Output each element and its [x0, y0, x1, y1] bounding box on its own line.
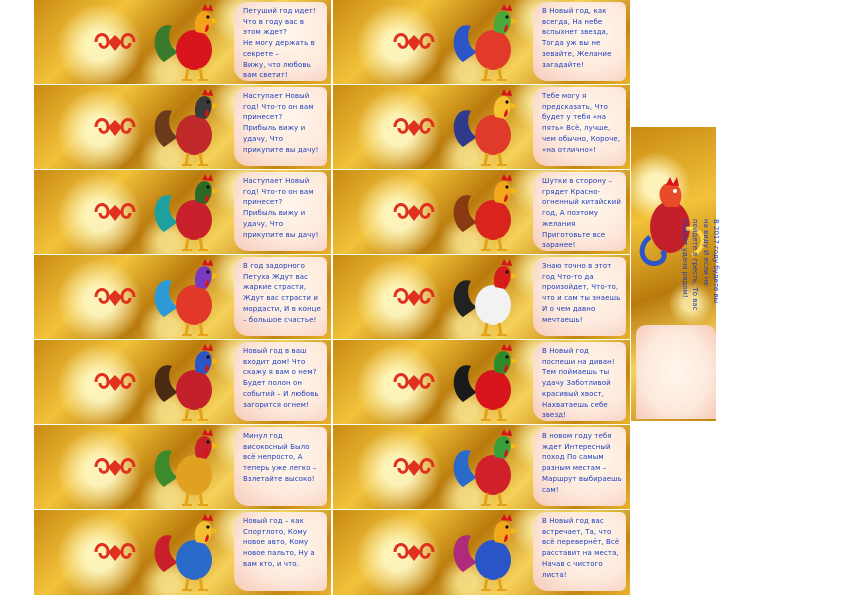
swirl-ornament-icon	[391, 367, 437, 397]
swirl-ornament-icon	[92, 27, 138, 57]
fortune-text: В год задорного Петуха Ждут вас жаркие страсти, Ждут вас страсти и мордасти, И в конце – большое счастье!	[243, 262, 321, 324]
fortune-text: Тебе могу я предсказать, Что будет у тебя «на пять» Всё, лучше, чем обычно, Короче, «на отлично»!	[542, 92, 621, 154]
gift-tag	[333, 170, 630, 254]
fortune-note	[533, 512, 626, 591]
gift-tag	[333, 0, 630, 84]
rooster-illustration	[144, 510, 234, 594]
fortune-text: Наступает Новый год! Что-то он вам принесет? Прибыль вижу и удачу, Что прикупите вы дачу!	[243, 92, 319, 154]
side-card-text: В 2017 году будете вы на виду И если не пойдете в гресть, То вас пойдет удача рядом!	[680, 219, 720, 311]
fortune-text: Наступает Новый год! Что-то он вам принесет? Прибыль вижу и удачу, Что прикупите вы дачу!	[243, 177, 319, 239]
gift-tag	[333, 85, 630, 169]
fortune-note	[234, 2, 327, 81]
swirl-ornament-icon	[92, 197, 138, 227]
swirl-ornament-icon	[391, 27, 437, 57]
gift-tag	[34, 425, 331, 509]
rooster-illustration	[443, 0, 533, 84]
fortune-note	[234, 257, 327, 336]
swirl-ornament-icon	[92, 452, 138, 482]
fortune-note	[533, 2, 626, 81]
fortune-text: Новый год в ваш входит дом! Что скажу я вам о нем? Будет полон он событий – И любовь загорится огнем!	[243, 347, 319, 409]
swirl-ornament-icon	[92, 537, 138, 567]
rooster-illustration	[144, 255, 234, 339]
gift-tag	[34, 510, 331, 595]
rooster-illustration	[144, 85, 234, 169]
gift-tag	[333, 510, 630, 595]
swirl-ornament-icon	[391, 282, 437, 312]
rooster-illustration	[144, 425, 234, 509]
fortune-text: В Новый год, как всегда, На небе вспыхнет звезда, Тогда уж вы не зевайте, Желание загадайте!	[542, 7, 612, 69]
fortune-text: В Новый год вас встречает, Та, что всё перевернёт, Всё расставит на места, Начав с чистого листа!	[542, 517, 620, 579]
rooster-illustration	[144, 170, 234, 254]
swirl-ornament-icon	[92, 282, 138, 312]
rooster-illustration	[443, 255, 533, 339]
fortune-note	[533, 87, 626, 166]
fortune-note	[234, 87, 327, 166]
swirl-ornament-icon	[92, 367, 138, 397]
fortune-text: Минул год високосный Было всё непросто, А теперь уже легко – Взлетайте высоко!	[243, 432, 317, 483]
rooster-illustration	[144, 0, 234, 84]
rooster-illustration	[443, 170, 533, 254]
fortune-text: В Новый год поспеши на диван! Тем поймаешь ты удачу Заботливой красивый хвост, Нахватаешь себе звезд!	[542, 347, 615, 420]
gift-tag	[34, 255, 331, 339]
swirl-ornament-icon	[391, 452, 437, 482]
gift-tag	[34, 85, 331, 169]
gift-tag	[34, 0, 331, 84]
fortune-note	[533, 172, 626, 251]
swirl-ornament-icon	[391, 197, 437, 227]
fortune-note	[533, 342, 626, 421]
gift-tag	[333, 425, 630, 509]
fortune-note	[234, 172, 327, 251]
fortune-note	[234, 342, 327, 421]
side-note	[636, 325, 716, 419]
gift-tag	[34, 170, 331, 254]
rooster-illustration	[443, 510, 533, 594]
fortune-text: Знаю точно в этот год Что-то да произойдет, Что-то, что и сам ты знаешь И о чем давно мечтаешь!	[542, 262, 621, 324]
gift-tag	[333, 340, 630, 424]
rooster-illustration	[443, 85, 533, 169]
swirl-ornament-icon	[391, 537, 437, 567]
fortune-text: Новый год – как Спортлото, Кому новое авто, Кому новое пальто, Ну а вам кто, и что.	[243, 517, 315, 568]
fortune-note	[533, 257, 626, 336]
fortune-text: Шутки в сторону – грядет Красно-огненный китайский год, А поэтому желания Приготовьте все заранее!	[542, 177, 621, 250]
fortune-note	[533, 427, 626, 506]
gift-tag	[333, 255, 630, 339]
gift-tag	[34, 340, 331, 424]
fortune-note	[234, 427, 327, 506]
rooster-illustration	[144, 340, 234, 424]
swirl-ornament-icon	[391, 112, 437, 142]
side-card	[631, 127, 720, 421]
rooster-illustration	[443, 340, 533, 424]
swirl-ornament-icon	[92, 112, 138, 142]
fortune-text: Петуший год идет! Что в году вас в этом ждет? Не могу держать в секрете – Вижу, что любовь вам светит!	[243, 7, 316, 80]
rooster-illustration	[443, 425, 533, 509]
fortune-note	[234, 512, 327, 591]
fortune-text: В новом году тебя ждет Интересный поход По самым разным местам – Маршрут выбираешь сам!	[542, 432, 622, 494]
